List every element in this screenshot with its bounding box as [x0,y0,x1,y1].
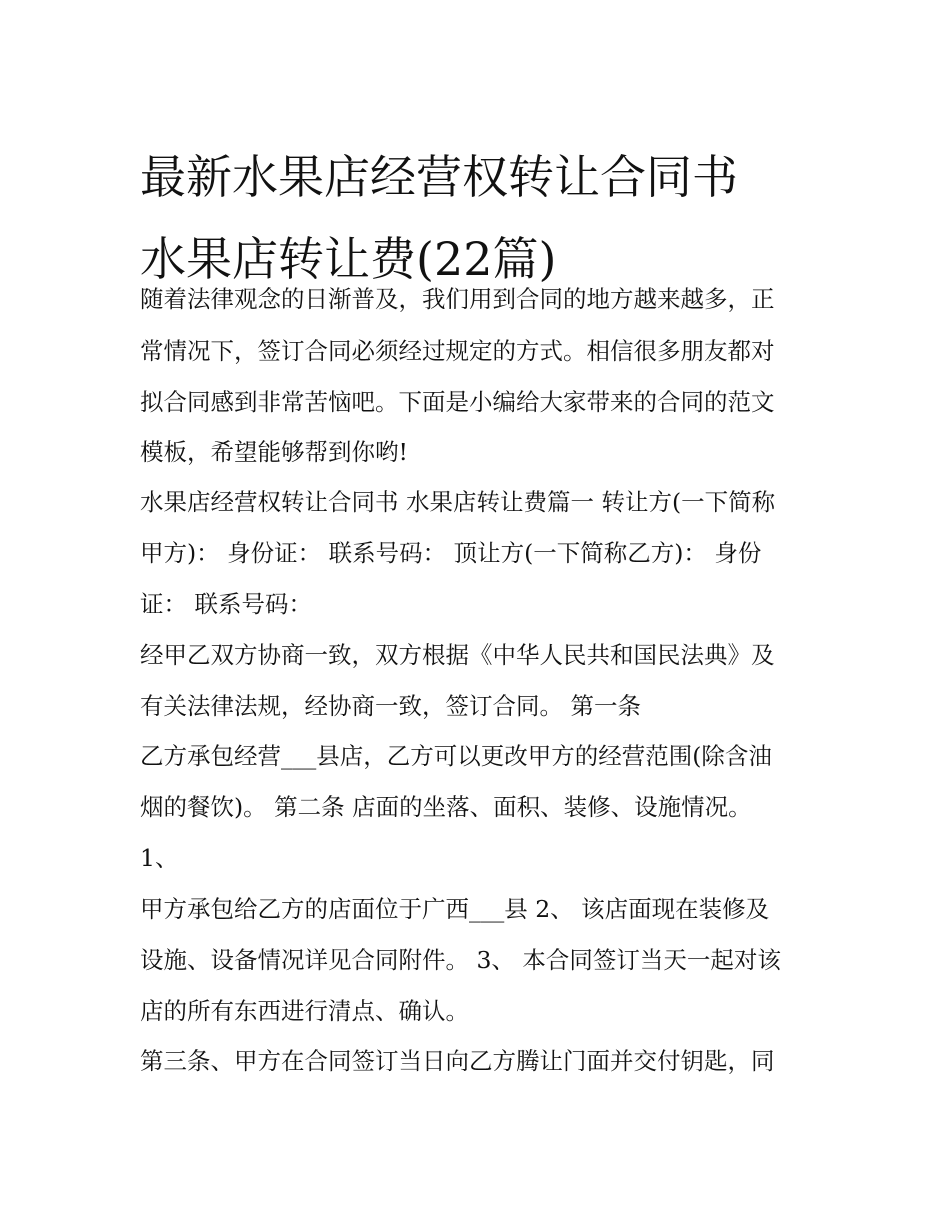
paragraph-line: 1、 [140,844,179,872]
paragraph-line: 证： 联系号码： [140,590,312,618]
paragraph-line: 经甲乙双方协商一致，双方根据《中华人民共和国民法典》及 [140,641,775,669]
paragraph-line: 第三条、甲方在合同签订当日向乙方腾让门面并交付钥匙，同 [140,1047,775,1075]
paragraph-line: 水果店经营权转让合同书 水果店转让费篇一 转让方(一下简称 [140,488,776,516]
paragraph-line: 甲方承包给乙方的店面位于广西___县 2、 该店面现在装修及 [140,895,770,923]
paragraph-line: 设施、设备情况详见合同附件。 3、 本合同签订当天一起对该 [140,946,781,974]
paragraph-line: 甲方)： 身份证： 联系号码： 顶让方(一下简称乙方)： 身份 [140,539,762,567]
paragraph-line: 有关法律法规，经协商一致，签订合同。 第一条 [140,692,641,720]
paragraph-line: 常情况下，签订合同必须经过规定的方式。相信很多朋友都对 [140,337,775,365]
paragraph-line: 乙方承包经营___县店，乙方可以更改甲方的经营范围(除含油 [140,742,772,770]
document-title-line-2: 水果店转让费(22篇) [140,231,557,286]
paragraph-line: 店的所有东西进行清点、确认。 [140,997,469,1025]
document-title-line-1: 最新水果店经营权转让合同书 [140,149,738,204]
paragraph-line: 烟的餐饮)。 第二条 店面的坐落、面积、装修、设施情况。 [140,793,752,821]
paragraph-line: 模板，希望能够帮到你哟! [140,438,408,466]
paragraph-line: 随着法律观念的日渐普及，我们用到合同的地方越来越多，正 [140,285,775,313]
paragraph-line: 拟合同感到非常苦恼吧。下面是小编给大家带来的合同的范文 [140,388,775,416]
